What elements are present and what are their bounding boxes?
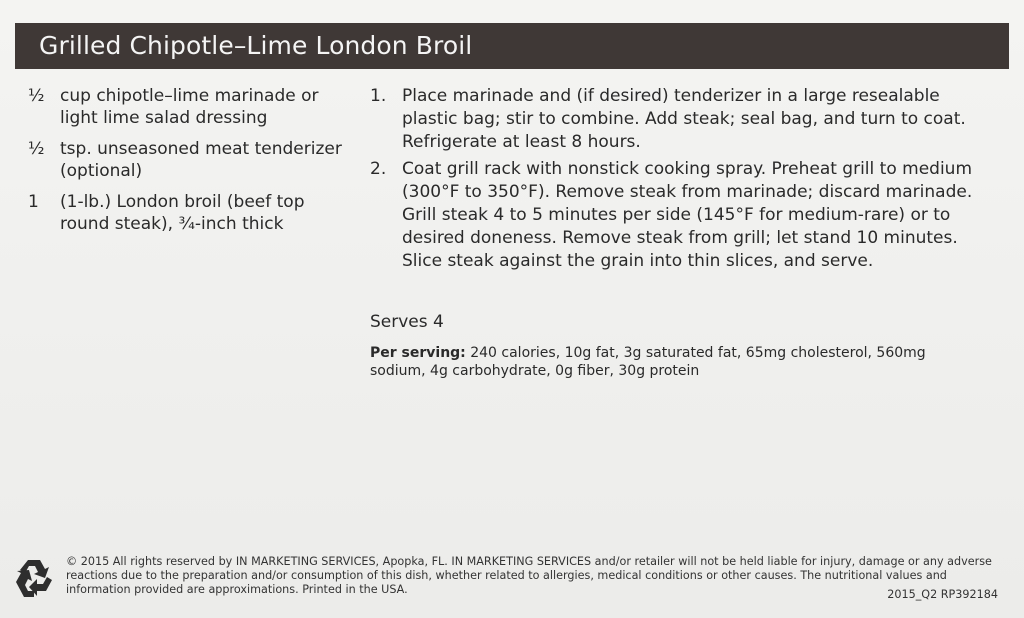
ingredient-text: (1-lb.) London broil (beef top round steak), ¾-inch thick <box>60 192 305 234</box>
ingredient-qty: ½ <box>28 86 45 106</box>
legal-disclaimer: © 2015 All rights reserved by IN MARKETING SERVICES, Apopka, FL. IN MARKETING SERVICES and/or retailer will not be held liable for injury, damage or any adverse reactions due to the preparation and/or consumption of this dish, whether related to allergies, medical conditions or other causes. The nutritional values and information provided are approximations. Printed in the USA. <box>66 555 992 596</box>
step-number: 2. <box>370 159 387 179</box>
nutrition-label: Per serving: <box>370 345 466 361</box>
step-text: Place marinade and (if desired) tenderizer in a large resealable plastic bag; stir to combine. Add steak; seal bag, and turn to coat. Refrigerate at least 8 hours. <box>402 86 966 152</box>
ingredient-item <box>28 191 348 235</box>
print-code: 2015_Q2 RP392184 <box>887 588 998 601</box>
ingredient-text: tsp. unseasoned meat tenderizer (optional) <box>60 139 342 181</box>
ingredient-text: cup chipotle–lime marinade or light lime salad dressing <box>60 86 319 128</box>
title-bar <box>15 23 1009 69</box>
directions-list <box>370 85 990 277</box>
ingredients-list <box>28 85 348 244</box>
nutrition-info <box>370 344 970 380</box>
recycle-icon <box>12 556 56 600</box>
ingredient-item <box>28 138 348 182</box>
step-text: Coat grill rack with nonstick cooking spray. Preheat grill to medium (300°F to 350°F). Remove steak from marinade; discard marinade. Grill steak 4 to 5 minutes per side (145°F for medium-rare) or to desired doneness. Remove steak from grill; let stand 10 minutes. Slice steak against the grain into thin slices, and serve. <box>402 159 973 271</box>
ingredient-item <box>28 85 348 129</box>
direction-step <box>370 158 990 273</box>
step-number: 1. <box>370 86 387 106</box>
nutrition-text: 240 calories, 10g fat, 3g saturated fat, 65mg cholesterol, 560mg sodium, 4g carbohydrate, 0g fiber, 30g protein <box>370 345 926 379</box>
ingredient-qty: 1 <box>28 192 39 212</box>
direction-step <box>370 85 990 154</box>
serves: Serves 4 <box>370 312 444 332</box>
ingredient-qty: ½ <box>28 139 45 159</box>
recipe-title: Grilled Chipotle–Lime London Broil <box>39 31 473 60</box>
